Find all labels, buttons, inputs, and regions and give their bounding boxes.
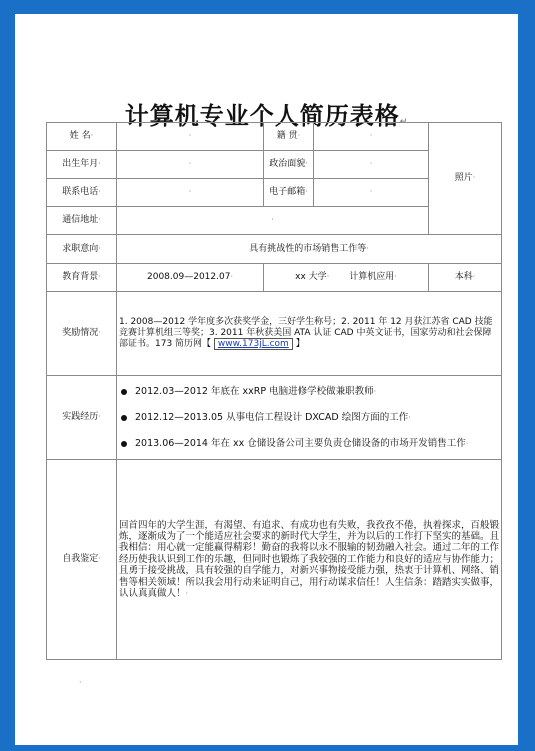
photo-label: 照片 [454, 173, 473, 184]
row-awards [47, 292, 502, 376]
row-education [47, 264, 502, 292]
contact-label: 联系电话· [47, 179, 117, 207]
edu-label: 教育背景· [47, 264, 117, 292]
photo-cell[interactable]: 照片· [429, 123, 502, 235]
awards-label: 奖励情况· [47, 292, 117, 376]
end-paragraph-mark: · [79, 678, 82, 687]
native-value[interactable]: · [314, 123, 429, 151]
intent-label: 求职意向· [47, 235, 117, 264]
experience-item: 2012.12—2013.05 从事电信工程设计 DXCAD 绘图方面的工作 · [119, 405, 499, 431]
document-page [15, 14, 518, 745]
birth-label: 出生年月· [47, 151, 117, 179]
resume-table [46, 122, 502, 660]
bullet-icon [121, 415, 127, 421]
self-eval-label: 自我鉴定· [47, 460, 117, 660]
intent-value[interactable]: 具有挑战性的市场销售工作等· [117, 235, 502, 264]
contact-value[interactable]: · [117, 179, 264, 207]
native-label: 籍 贯· [264, 123, 314, 151]
email-label: 电子邮箱· [264, 179, 314, 207]
row-intent [47, 235, 502, 264]
row-self-eval [47, 460, 502, 660]
edu-period[interactable]: 2008.09—2012.07· [117, 264, 264, 292]
edu-school-major[interactable]: xx 大学· 计算机应用· [264, 264, 429, 292]
experience-item: 2013.06—2014 年在 xx 仓储设备公司主要负责仓储设备的市场开发销售工作 · [119, 431, 499, 457]
self-eval-content[interactable]: 回首四年的大学生涯，有渴望、有追求、有成功也有失败，我孜孜不倦，执着探求，百般锻炼，逐渐成为了一个能适应社会要求的新时代大学生，并为以后的工作打下坚实的基础。且我相信：用心就一定能赢得精彩！勤奋的我将以永不服输的韧劲融入社会。通过二年的工作经历使我认识到工作的乐趣，但同时也锻炼了我较强的工作能力和良好的适应与协作能力；且勇于接受挑战，具有较强的自学能力，对新兴事物接受能力强，热衷于计算机、网络、销售等相关领域！所以我会用行动来证明自己，用行动谋求信任！人生信条：踏踏实实做事，认认真真做人！· [117, 460, 502, 660]
name-label: 姓 名· [47, 123, 117, 151]
experience-content[interactable] [117, 376, 502, 460]
site-link[interactable]: www.173jL.com [214, 338, 293, 350]
edu-degree[interactable]: 本科· [429, 264, 502, 292]
address-value[interactable]: · [117, 207, 429, 235]
title-text: 计算机专业个人简历表格 [124, 102, 400, 130]
politics-label: 政治面貌· [264, 151, 314, 179]
experience-label: 实践经历· [47, 376, 117, 460]
name-value[interactable]: · [117, 123, 264, 151]
row-experience [47, 376, 502, 460]
experience-item: 2012.03—2012 年底在 xxRP 电脑进修学校做兼职教师 · [119, 379, 499, 405]
bullet-icon [121, 389, 127, 395]
address-label: 通信地址· [47, 207, 117, 235]
bullet-icon [121, 441, 127, 447]
row-name [47, 123, 502, 151]
birth-value[interactable]: · [117, 151, 264, 179]
politics-value[interactable]: · [314, 151, 429, 179]
email-value[interactable]: · [314, 179, 429, 207]
awards-content[interactable]: 1. 2008—2012 学年度多次获奖学金，三好学生称号；2. 2011 年 12 月获江苏省 CAD 技能竞赛计算机组三等奖；3. 2011 年秋获美国 ATA 认证 CAD 中英文证书，国家劳动和社会保障部证书。173 简历网【 www.173jL.com 】 [117, 292, 502, 376]
paragraph-mark: ↵ [399, 117, 409, 127]
